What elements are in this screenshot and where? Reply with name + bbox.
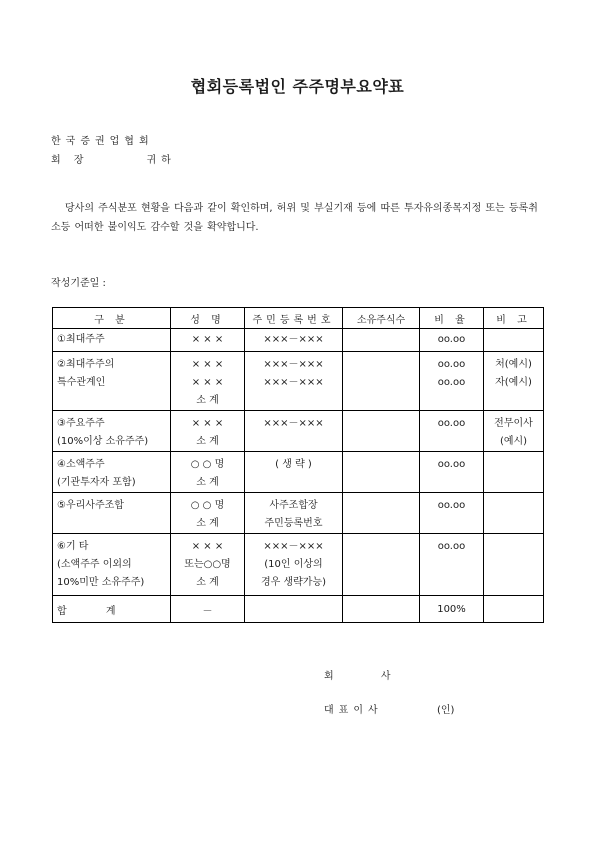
ratio-line: oo.oo	[437, 500, 466, 511]
table-row	[53, 534, 544, 596]
note-line: (예시)	[499, 436, 528, 447]
ratio-line: oo.oo	[437, 418, 466, 429]
cell-ratio	[420, 452, 484, 493]
company-label-text: 회 사	[324, 671, 413, 682]
cell-name	[171, 329, 245, 352]
category-line: ⑥기 타	[57, 541, 89, 552]
resident-id-line: ×××－×××	[263, 334, 324, 345]
category-line: 10%미만 소유주주)	[57, 577, 145, 588]
resident-id-line: 주민등록번호	[264, 518, 323, 529]
shareholder-summary-table	[52, 307, 544, 623]
cell-name	[171, 411, 245, 452]
cell-shares	[343, 329, 420, 352]
total-note	[484, 596, 544, 623]
cell-category	[53, 452, 171, 493]
table-row	[53, 452, 544, 493]
category-line: (소액주주 이외의	[57, 559, 132, 570]
total-ratio: 100%	[420, 596, 484, 623]
header-resident-id: 주민등록번호	[245, 308, 343, 329]
cell-resident-id	[245, 329, 343, 352]
name-line: 또는○○명	[184, 559, 231, 570]
cell-resident-id	[245, 452, 343, 493]
cell-name	[171, 352, 245, 411]
cell-name	[171, 452, 245, 493]
cell-ratio	[420, 329, 484, 352]
name-line: ○ ○ 명	[190, 500, 225, 511]
cell-ratio	[420, 534, 484, 596]
cell-resident-id	[245, 534, 343, 596]
basis-date-label: 작성기준일 :	[51, 278, 106, 289]
note-line: 처(예시)	[495, 359, 532, 370]
name-line: 소 계	[196, 395, 219, 406]
table-row	[53, 329, 544, 352]
cell-note	[484, 352, 544, 411]
ratio-line: oo.oo	[437, 459, 466, 470]
category-line: ①최대주주	[57, 334, 105, 345]
table-row	[53, 352, 544, 411]
cell-category	[53, 534, 171, 596]
total-label-text: 합 계	[57, 605, 134, 617]
total-name: －	[171, 596, 245, 623]
cell-category	[53, 493, 171, 534]
resident-id-line: 경우 생략가능)	[260, 577, 327, 588]
cell-shares	[343, 534, 420, 596]
ratio-line: oo.oo	[437, 359, 466, 370]
cell-category	[53, 329, 171, 352]
category-line: 특수관계인	[57, 377, 106, 388]
ratio-line: oo.oo	[437, 377, 466, 388]
name-line: × × ×	[191, 359, 224, 370]
total-label	[53, 596, 171, 623]
ratio-line: oo.oo	[437, 541, 466, 552]
cell-note	[484, 411, 544, 452]
header-note: 비 고	[484, 308, 544, 329]
cell-shares	[343, 493, 420, 534]
document-title: 협회등록법인 주주명부요약표	[190, 77, 405, 96]
name-line: 소 계	[196, 518, 219, 529]
header-name: 성 명	[171, 308, 245, 329]
header-shares: 소유주식수	[343, 308, 420, 329]
header-ratio: 비 율	[420, 308, 484, 329]
name-line: × × ×	[191, 541, 224, 552]
resident-id-line: (10인 이상의	[264, 559, 323, 570]
cell-name	[171, 534, 245, 596]
addressee-org: 한국증권업협회	[51, 136, 154, 147]
cell-resident-id	[245, 352, 343, 411]
name-line: × × ×	[191, 334, 224, 345]
resident-id-line: ×××－×××	[263, 418, 324, 429]
seal-mark: (인)	[437, 705, 455, 716]
resident-id-line: ×××－×××	[263, 541, 324, 552]
cell-note	[484, 329, 544, 352]
resident-id-line: ( 생 략 )	[275, 459, 312, 470]
ratio-line: oo.oo	[437, 334, 466, 345]
name-line: ○ ○ 명	[190, 459, 225, 470]
category-line: ③주요주주	[57, 418, 105, 429]
category-line: (10%이상 소유주주)	[57, 436, 149, 447]
name-line: × × ×	[191, 418, 224, 429]
cell-ratio	[420, 493, 484, 534]
company-label	[324, 667, 413, 682]
category-line: ②최대주주의	[57, 359, 115, 370]
name-line: 소 계	[196, 477, 219, 488]
cell-category	[53, 411, 171, 452]
table-row	[53, 411, 544, 452]
category-line: ④소액주주	[57, 459, 105, 470]
total-row	[53, 596, 544, 623]
cell-shares	[343, 411, 420, 452]
addressee-line	[51, 151, 176, 166]
cell-note	[484, 493, 544, 534]
total-shares	[343, 596, 420, 623]
cell-note	[484, 534, 544, 596]
addressee-role: 회 장	[51, 155, 89, 166]
header-category: 구 분	[53, 308, 171, 329]
addressee-honorific: 귀하	[146, 155, 176, 166]
confirmation-paragraph: 당사의 주식분포 현황을 다음과 같이 확인하며, 허위 및 부실기재 등에 따른 투자유의종목지정 또는 등록취소등 어떠한 불이익도 감수할 것을 확약합니다.	[51, 203, 538, 233]
note-line: 전무이사	[494, 418, 533, 429]
note-line: 자(예시)	[495, 377, 532, 388]
resident-id-line: ×××－×××	[263, 359, 324, 370]
cell-ratio	[420, 352, 484, 411]
name-line: 소 계	[196, 577, 219, 588]
name-line: × × ×	[191, 377, 224, 388]
cell-shares	[343, 452, 420, 493]
resident-id-line: ×××－×××	[263, 377, 324, 388]
category-line: ⑤우리사주조합	[57, 500, 124, 511]
cell-resident-id	[245, 411, 343, 452]
cell-shares	[343, 352, 420, 411]
category-line: (기관투자자 포함)	[57, 477, 136, 488]
name-line: 소 계	[196, 436, 219, 447]
table-header-row	[53, 308, 544, 329]
table-row	[53, 493, 544, 534]
cell-resident-id	[245, 493, 343, 534]
cell-note	[484, 452, 544, 493]
total-id	[245, 596, 343, 623]
resident-id-line: 사주조합장	[269, 500, 318, 511]
cell-ratio	[420, 411, 484, 452]
cell-name	[171, 493, 245, 534]
ceo-label: 대표이사	[324, 705, 383, 716]
cell-category	[53, 352, 171, 411]
